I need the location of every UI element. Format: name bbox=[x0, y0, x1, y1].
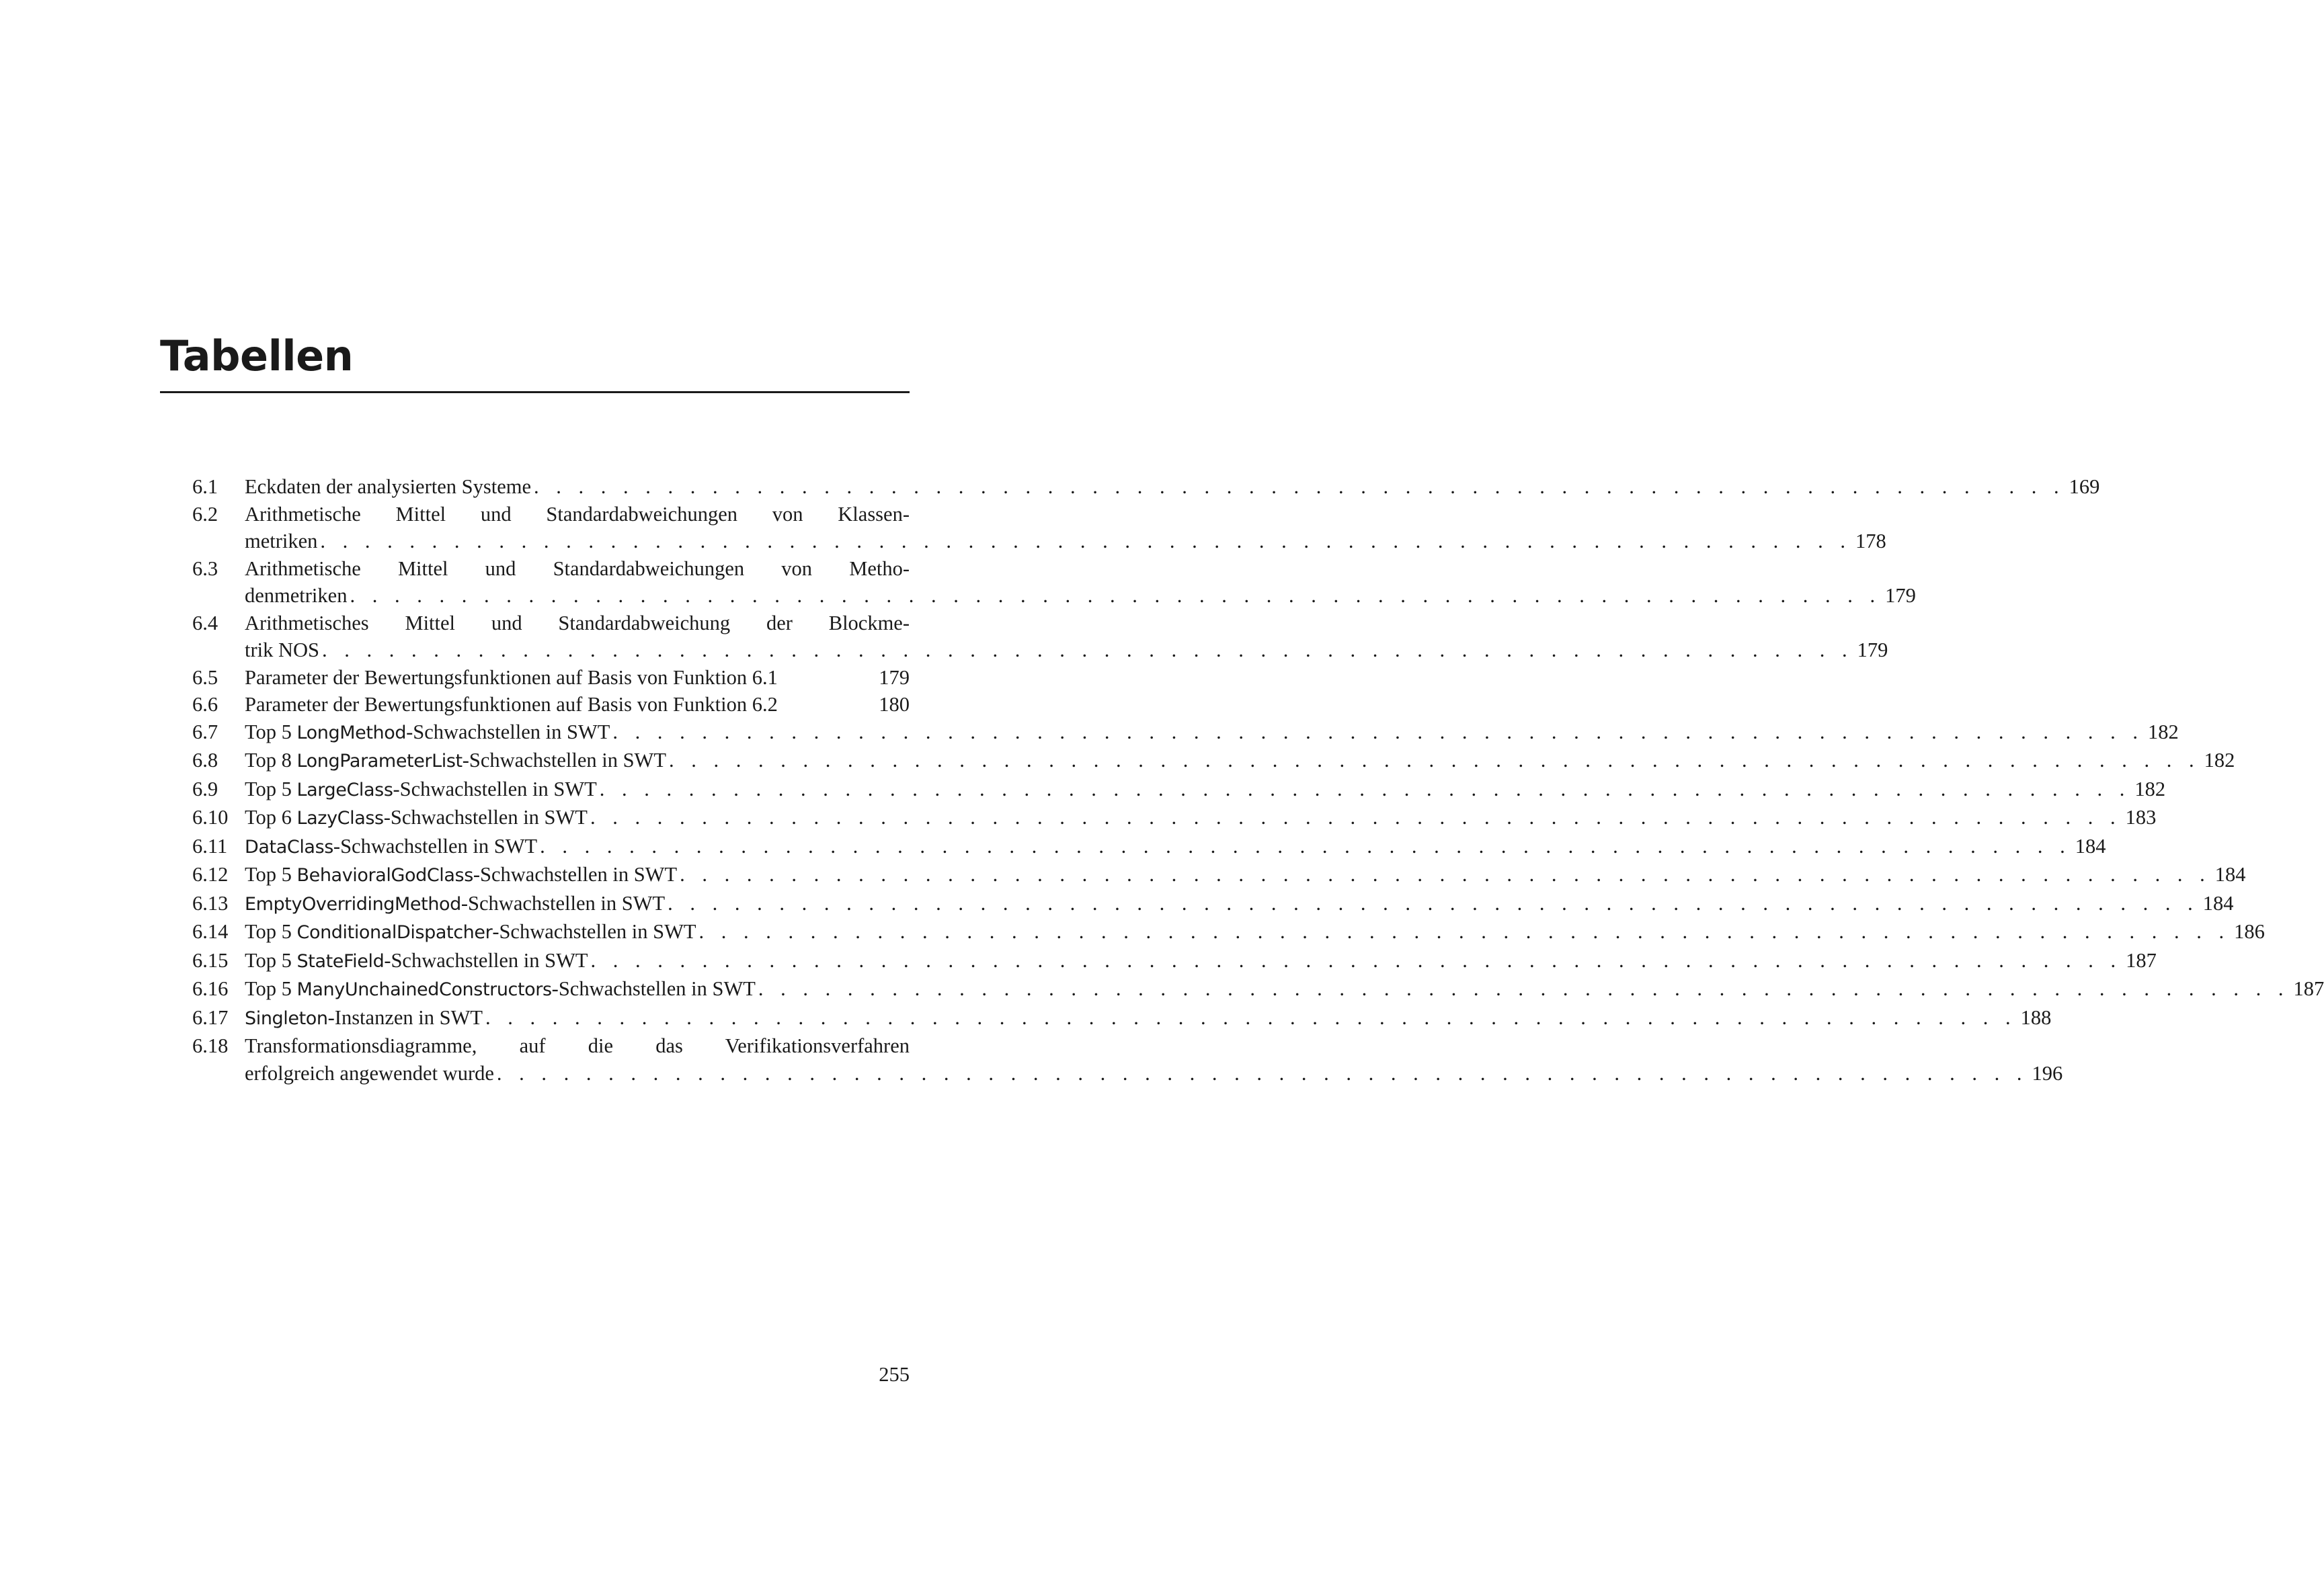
dot-leader: . . . . . . . . . . . . . . . . . . . . . . . . . . . . . . . . . . . . . . . . . . . . . . . . . . . . . . . . . . . . . . . . . . . . . bbox=[590, 806, 2122, 829]
smell-name: ManyUnchainedConstructors bbox=[296, 979, 552, 1000]
dot-leader: . . . . . . . . . . . . . . . . . . . . . . . . . . . . . . . . . . . . . . . . . . . . . . . . . . . . . . . . . . . . . . . . . . . . . bbox=[680, 863, 2211, 886]
entry-number: 6.12 bbox=[192, 863, 229, 886]
dot-leader: . . . . . . . . . . . . . . . . . . . . . . . . . . . . . . . . . . . . . . . . . . . . . . . . . . . . . . . . . . . . . . . . . . . . . bbox=[350, 584, 1882, 607]
smell-name: EmptyOverridingMethod bbox=[245, 893, 461, 915]
entry-number: 6.14 bbox=[192, 920, 229, 943]
title-prefix: Top 5 bbox=[245, 948, 297, 972]
heading-rule bbox=[160, 391, 910, 393]
entry-page: 184 bbox=[2075, 834, 2106, 858]
dot-leader: . . . . . . . . . . . . . . . . . . . . . . . . . . . . . . . . . . . . . . . . . . . . . . . . . . . . . . . . . . . . . . . . . . . . . bbox=[698, 920, 2231, 943]
toc-entry-6-17[interactable] bbox=[192, 1004, 2052, 1033]
title-suffix: -Instanzen in SWT bbox=[327, 1005, 483, 1029]
entry-page: 186 bbox=[2234, 920, 2265, 943]
list-of-tables bbox=[192, 473, 2324, 1087]
entry-title: Parameter der Bewertungsfunktionen auf Basis von Funktion 6.1 bbox=[245, 665, 778, 689]
entry-number: 6.5 bbox=[192, 665, 218, 689]
dot-leader: . . . . . . . . . . . . . . . . . . . . . . . . . . . . . . . . . . . . . . . . . . . . . . . . . . . . . . . . . . . . . . . . . . . . . bbox=[485, 1005, 2017, 1029]
entry-title-line-2: trik NOS bbox=[245, 638, 319, 661]
entry-title bbox=[245, 890, 665, 919]
entry-title: Parameter der Bewertungsfunktionen auf Basis von Funktion 6.2 bbox=[245, 693, 778, 716]
entry-page: 187 bbox=[2126, 948, 2157, 972]
page-number: 255 bbox=[879, 1363, 910, 1386]
smell-name: Singleton bbox=[245, 1007, 328, 1029]
entry-page: 180 bbox=[879, 693, 910, 716]
title-suffix: -Schwachstellen in SWT bbox=[333, 834, 538, 858]
entry-page: 169 bbox=[2069, 475, 2100, 498]
dot-leader: . . . . . . . . . . . . . . . . . . . . . . . . . . . . . . . . . . . . . . . . . . . . . . . . . . . . . . . . . . . . . . . . . . . . . bbox=[668, 749, 2200, 772]
title-prefix: Top 5 bbox=[245, 777, 297, 800]
entry-title-line-1: Arithmetisches Mittel und Standardabweichung der Blockme- bbox=[245, 611, 910, 634]
entry-page: 179 bbox=[1857, 638, 1888, 661]
entry-page: 182 bbox=[2134, 777, 2166, 800]
smell-name: LazyClass bbox=[296, 808, 384, 829]
title-prefix: Top 5 bbox=[245, 720, 297, 743]
entry-title-line-1: Arithmetische Mittel und Standardabweichungen von Klassen- bbox=[245, 502, 910, 526]
entry-title bbox=[245, 947, 588, 976]
entry-title-line-2: denmetriken bbox=[245, 584, 348, 607]
entry-title bbox=[245, 718, 610, 747]
toc-entry-6-3[interactable] bbox=[192, 555, 1916, 610]
entry-number: 6.7 bbox=[192, 720, 218, 743]
entry-title bbox=[245, 1004, 483, 1033]
entry-page: 184 bbox=[2202, 891, 2234, 915]
entry-number: 6.11 bbox=[192, 834, 228, 858]
entry-title-line-2: erfolgreich angewendet wurde bbox=[245, 1061, 494, 1085]
entry-title bbox=[245, 975, 756, 1004]
entry-title bbox=[245, 776, 597, 804]
toc-entry-6-14[interactable] bbox=[192, 918, 2265, 947]
entry-page: 182 bbox=[2204, 749, 2235, 772]
entry-number: 6.15 bbox=[192, 948, 229, 972]
title-suffix: -Schwachstellen in SWT bbox=[551, 977, 756, 1000]
title-prefix: Top 5 bbox=[245, 920, 297, 943]
dot-leader: . . . . . . . . . . . . . . . . . . . . . . . . . . . . . . . . . . . . . . . . . . . . . . . . . . . . . . . . . . . . . . . . . . . . . bbox=[590, 948, 2122, 972]
entry-page: 178 bbox=[1855, 530, 1886, 552]
toc-entry-6-5[interactable] bbox=[192, 664, 910, 692]
toc-entry-6-1[interactable] bbox=[192, 473, 2100, 501]
entry-page: 179 bbox=[879, 665, 910, 689]
entry-title bbox=[245, 804, 588, 833]
toc-entry-6-8[interactable] bbox=[192, 747, 2235, 776]
title-suffix: -Schwachstellen in SWT bbox=[460, 891, 666, 915]
title-prefix: Top 8 bbox=[245, 749, 297, 772]
toc-entry-6-10[interactable] bbox=[192, 804, 2157, 833]
entry-title bbox=[245, 861, 677, 890]
toc-entry-6-13[interactable] bbox=[192, 890, 2234, 919]
dot-leader: . . . . . . . . . . . . . . . . . . . . . . . . . . . . . . . . . . . . . . . . . . . . . . . . . . . . . . . . . . . . . . . . . . . . . bbox=[612, 720, 2144, 743]
entry-title-line-1: Transformationsdiagramme, auf die das Verifikationsverfahren bbox=[245, 1034, 910, 1057]
entry-page: 184 bbox=[2214, 863, 2246, 886]
entry-title-line-2: metriken bbox=[245, 530, 318, 552]
entry-title bbox=[245, 833, 537, 862]
entry-number: 6.2 bbox=[192, 502, 218, 526]
title-prefix: Top 5 bbox=[245, 977, 297, 1000]
dot-leader: . . . . . . . . . . . . . . . . . . . . . . . . . . . . . . . . . . . . . . . . . . . . . . . . . . . . . . . . . . . . . . . . . . . . . bbox=[322, 638, 1853, 661]
dot-leader: . . . . . . . . . . . . . . . . . . . . . . . . . . . . . . . . . . . . . . . . . . . . . . . . . . . . . . . . . . . . . . . . . . . . . bbox=[668, 891, 2199, 915]
entry-page: 183 bbox=[2125, 806, 2157, 829]
entry-number: 6.1 bbox=[192, 475, 218, 498]
title-suffix: -Schwachstellen in SWT bbox=[383, 806, 588, 829]
entry-number: 6.13 bbox=[192, 891, 229, 915]
title-prefix: Top 6 bbox=[245, 806, 297, 829]
entry-title: Eckdaten der analysierten Systeme bbox=[245, 475, 531, 498]
toc-entry-6-9[interactable] bbox=[192, 776, 2166, 804]
title-suffix: -Schwachstellen in SWT bbox=[462, 749, 666, 772]
toc-entry-6-16[interactable] bbox=[192, 975, 2324, 1004]
title-suffix: -Schwachstellen in SWT bbox=[384, 948, 588, 972]
smell-name: LongParameterList bbox=[296, 751, 463, 772]
entry-number: 6.6 bbox=[192, 693, 218, 716]
title-suffix: -Schwachstellen in SWT bbox=[473, 863, 678, 886]
dot-leader: . . . . . . . . . . . . . . . . . . . . . . . . . . . . . . . . . . . . . . . . . . . . . . . . . . . . . . . . . . . . . . . . . . . . . bbox=[540, 834, 2071, 858]
entry-page: 196 bbox=[2032, 1061, 2063, 1085]
entry-page: 179 bbox=[1885, 584, 1916, 607]
chapter-heading: Tabellen bbox=[160, 331, 354, 380]
toc-entry-6-11[interactable] bbox=[192, 833, 2106, 862]
entry-number: 6.18 bbox=[192, 1034, 229, 1057]
dot-leader: . . . . . . . . . . . . . . . . . . . . . . . . . . . . . . . . . . . . . . . . . . . . . . . . . . . . . . . . . . . . . . . . . . . . . bbox=[496, 1061, 2028, 1085]
entry-number: 6.3 bbox=[192, 556, 218, 580]
toc-entry-6-18[interactable] bbox=[192, 1032, 2063, 1087]
title-suffix: -Schwachstellen in SWT bbox=[492, 920, 696, 943]
entry-number: 6.8 bbox=[192, 749, 218, 772]
entry-page: 188 bbox=[2020, 1005, 2052, 1029]
dot-leader: . . . . . . . . . . . . . . . . . . . . . . . . . . . . . . . . . . . . . . . . . . . . . . . . . . . . . . . . . . . . . . . . . . . . . bbox=[599, 777, 2131, 800]
entry-number: 6.10 bbox=[192, 806, 229, 829]
smell-name: StateField bbox=[296, 950, 385, 972]
smell-name: DataClass bbox=[245, 836, 333, 858]
toc-entry-6-2[interactable] bbox=[192, 501, 1886, 555]
dot-leader: . . . . . . . . . . . . . . . . . . . . . . . . . . . . . . . . . . . . . . . . . . . . . . . . . . . . . . . . . . . . . . . . . . . . . bbox=[320, 530, 1852, 552]
toc-entry-6-7[interactable] bbox=[192, 718, 2179, 747]
toc-entry-6-12[interactable] bbox=[192, 861, 2246, 890]
entry-title-line-1: Arithmetische Mittel und Standardabweichungen von Metho- bbox=[245, 556, 910, 580]
entry-page: 187 bbox=[2293, 977, 2324, 1000]
entry-page: 182 bbox=[2147, 720, 2179, 743]
entry-number: 6.9 bbox=[192, 777, 218, 800]
title-prefix: Top 5 bbox=[245, 863, 297, 886]
title-suffix: -Schwachstellen in SWT bbox=[393, 777, 597, 800]
entry-title bbox=[245, 747, 666, 776]
title-suffix: -Schwachstellen in SWT bbox=[406, 720, 610, 743]
entry-number: 6.17 bbox=[192, 1005, 229, 1029]
smell-name: LargeClass bbox=[296, 779, 393, 800]
dot-leader: . . . . . . . . . . . . . . . . . . . . . . . . . . . . . . . . . . . . . . . . . . . . . . . . . . . . . . . . . . . . . . . . . . . . . bbox=[758, 977, 2290, 1000]
entry-number: 6.4 bbox=[192, 611, 218, 634]
dot-leader: . . . . . . . . . . . . . . . . . . . . . . . . . . . . . . . . . . . . . . . . . . . . . . . . . . . . . . . . . . . . . . . . . . . . . bbox=[534, 475, 2065, 498]
entry-title bbox=[245, 918, 696, 947]
smell-name: BehavioralGodClass bbox=[296, 865, 473, 886]
smell-name: LongMethod bbox=[296, 722, 407, 743]
toc-entry-6-15[interactable] bbox=[192, 947, 2157, 976]
toc-entry-6-6[interactable] bbox=[192, 691, 910, 718]
toc-entry-6-4[interactable] bbox=[192, 610, 1888, 664]
entry-number: 6.16 bbox=[192, 977, 229, 1000]
smell-name: ConditionalDispatcher bbox=[296, 922, 493, 943]
